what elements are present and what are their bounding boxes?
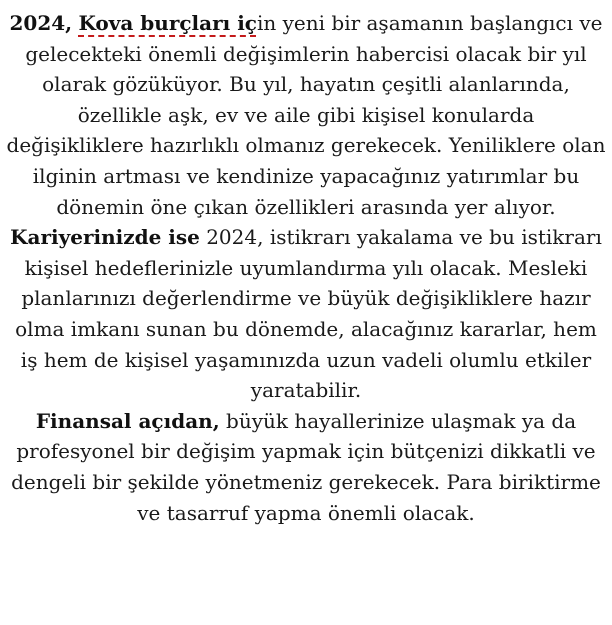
paragraph-career-text: 2024, istikrarı yakalama ve bu istikrarı kişisel hedeflerinizle uyumlandırma yılı olacak. Mesleki planlarınızı değerlendirme ve büyük değişikliklere hazır olma imkanı sunan bu dönemde, alacağınız kararlar, hem iş hem de kişisel yaşamınızda uzun vadeli olumlu etkiler yaratabilir. xyxy=(15,225,602,403)
paragraph-finance-text: büyük hayallerinize ulaşmak ya da profesyonel bir değişim yapmak için bütçenizi dikkatli ve dengeli bir şekilde yönetmeniz gerekecek. Para biriktirme ve tasarruf yapma önemli olacak. xyxy=(11,408,601,525)
career-heading: Kariyerinizde ise xyxy=(10,225,200,250)
paragraph-finance xyxy=(6,406,606,528)
paragraph-general-text: in yeni bir aşamanın başlangıcı ve gelecekteki önemli değişimlerin habercisi olacak bir yıl olarak gözüküyor. Bu yıl, hayatın çeşitli alanlarında, özellikle aşk, ev ve aile gibi kişisel konularda değişikliklere hazırlıklı olmanız gerekecek. Yeniliklere olan ilginin artması ve kendinize yapacağınız yatırımlar bu dönemin öne çıkan özellikleri arasında yer alıyor. xyxy=(6,11,606,219)
year-label: 2024, xyxy=(9,11,73,35)
paragraph-general xyxy=(6,8,606,222)
kova-burclari-link[interactable]: Kova burçları iç xyxy=(78,11,257,35)
paragraph-career xyxy=(6,222,606,406)
finance-heading: Finansal açıdan, xyxy=(35,408,220,433)
